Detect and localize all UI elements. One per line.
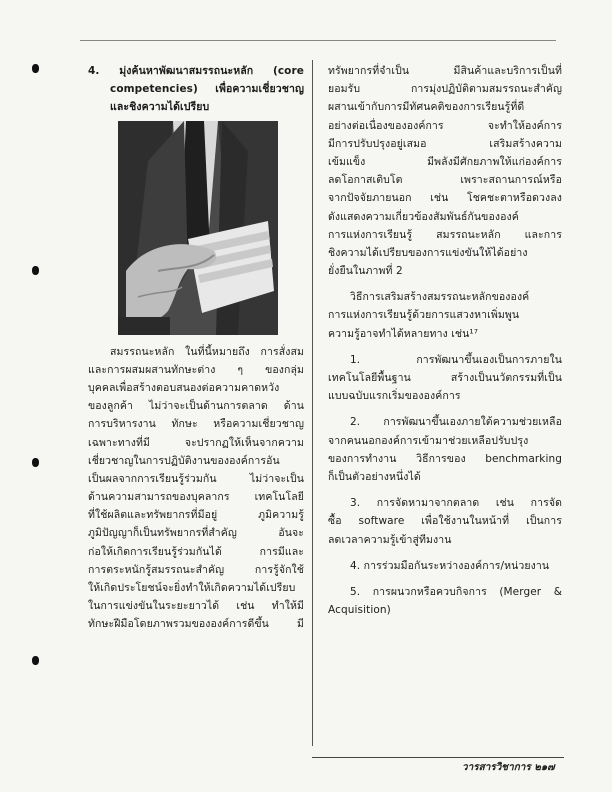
business-hand-photo (118, 121, 278, 335)
list-item-line: ก็เป็นตัวอย่างหนึ่งได้ (328, 470, 421, 483)
paragraph-line: มีการปรับปรุงอยู่เสมอ เสริมสร้างความ (328, 137, 562, 150)
column-divider (312, 60, 313, 746)
body-paragraph (328, 288, 562, 343)
punch-hole-mark (32, 458, 39, 467)
paragraph-line: ความรู้อาจทำได้หลายทาง เช่น¹⁷ (328, 327, 479, 340)
paragraph-line: การแห่งการเรียนรู้ด้วยการแสวงหาเพิ่มพูน (328, 309, 520, 322)
list-item (328, 583, 562, 619)
footer-rule (312, 757, 564, 758)
paragraph-line: ยอมรับ การมุ่งปฏิบัติตามสมรรถนะสำคัญ (328, 83, 562, 96)
paragraph-line: ทรัพยากรที่จำเป็น มีสินค้าและบริการเป็นที่ (328, 65, 562, 77)
paragraph-line: บุคคลเพื่อสร้างตอบสนองต่อความคาดหวัง (88, 381, 280, 394)
top-rule (80, 40, 556, 41)
list-item-line: 3. การจัดหามาจากตลาด เช่น การจัด (350, 497, 562, 510)
list-item (328, 494, 562, 549)
list-item-line: ของการทำงาน วิธีการของ benchmarking (328, 452, 562, 465)
list-item-line: ซื้อ software เพื่อใช้งานในหน้าที่ เป็นการ (328, 515, 562, 528)
paragraph-line: เข้มแข็ง มีพลังมีศักยภาพให้แก่องค์การ (328, 155, 562, 168)
paragraph-line: ลดโอกาสเติบโต เพราะสถานการณ์หรือ (328, 174, 562, 187)
footer-journal-page: วารสารวิชาการ ๒๑๗ (462, 762, 555, 773)
paragraph-line: ยั่งยืนในภาพที่ 2 (328, 265, 403, 278)
body-paragraph (88, 343, 304, 634)
paragraph-line: ที่ใช้ผลิตและทรัพยากรที่มีอยู่ ภูมิความรู้ (88, 509, 304, 522)
body-paragraph (328, 62, 562, 280)
paragraph-line: ให้เกิดประโยชน์จะยิ่งทำให้เกิดความได้เปรียบ (88, 582, 296, 594)
list-item-line: 5. การผนวกหรือควบกิจการ (Merger & (350, 585, 562, 598)
list-item-line: Acquisition) (328, 604, 391, 617)
paragraph-line: ดังแสดงความเกี่ยวข้องสัมพันธ์กันขององค์ (328, 210, 519, 223)
paragraph-line: ทักษะฝีมือโดยภาพรวมขององค์การดีขึ้น มี (88, 618, 304, 631)
paragraph-line: การตระหนักรู้สมรรถนะสำคัญ การรู้จักใช้ (88, 563, 304, 576)
list-item-line: จากคนนอกองค์การเข้ามาช่วยเหลือปรับปรุง (328, 434, 529, 447)
paragraph-line: ก่อให้เกิดการเรียนรู้ร่วมกันได้ การมีและ (88, 545, 304, 558)
left-column (88, 62, 304, 634)
heading-line: และชิงความได้เปรียบ (110, 101, 210, 114)
paragraph-line: สมรรถนะหลัก ในที่นี้หมายถึง การสั่งสม (110, 345, 304, 358)
paragraph-line: ของลูกค้า ไม่ว่าจะเป็นด้านการตลาด ด้าน (88, 400, 304, 413)
paragraph-line: จากปัจจัยภายนอก เช่น โชคชะตาหรือดวงลง (328, 192, 562, 205)
list-item-line: เทคโนโลยีพื้นฐาน สร้างเป็นนวัตกรรมที่เป็น (328, 372, 562, 384)
heading-line: competencies) เพื่อความเชี่ยวชาญ (110, 83, 304, 96)
paragraph-line: อย่างต่อเนื่องขององค์การ จะทำให้องค์การ (328, 119, 562, 132)
paragraph-line: และการผสมผสานทักษะต่าง ๆ ของกลุ่ม (88, 363, 304, 376)
paragraph-line: ด้านความสามารถของบุคลากร เทคโนโลยี (88, 491, 304, 504)
list-item (328, 557, 562, 575)
paragraph-line: ผสานเข้ากับการมีทัศนคติของการเรียนรู้ที่ดี (328, 101, 525, 114)
paragraph-line: เป็นผลจากการเรียนรู้ร่วมกัน ไม่ว่าจะเป็น (88, 472, 304, 485)
list-item (328, 351, 562, 406)
paragraph-line: การบริหารงาน ทักษะ หรือความเชี่ยวชาญ (88, 418, 304, 431)
heading-line: 4. มุ่งค้นหาพัฒนาสมรรถนะหลัก (core (88, 65, 304, 77)
list-item-line: 1. การพัฒนาขึ้นเองเป็นการภายใน (350, 353, 562, 366)
paragraph-line: ภูมิปัญญาก็เป็นทรัพยากรที่สำคัญ อันจะ (88, 527, 304, 540)
section-heading (88, 62, 304, 117)
paragraph-line: วิธีการเสริมสร้างสมรรถนะหลักขององค์ (350, 291, 530, 304)
paragraph-line: การแห่งการเรียนรู้ สมรรถนะหลัก และการ (328, 228, 562, 241)
list-item (328, 413, 562, 486)
punch-hole-mark (32, 266, 39, 275)
paragraph-line: เชี่ยวชาญในการปฏิบัติงานขององค์การอัน (88, 454, 280, 467)
punch-hole-mark (32, 656, 39, 665)
right-column (328, 62, 562, 619)
paragraph-line: เฉพาะทางที่มี จะปรากฏให้เห็นจากความ (88, 436, 304, 449)
paragraph-line: ชิงความได้เปรียบของการแข่งขันให้ได้อย่าง (328, 246, 528, 259)
list-item-line: 4. การร่วมมือกันระหว่างองค์การ/หน่วยงาน (350, 559, 550, 572)
paragraph-line: ในการแข่งขันในระยะยาวได้ เช่น ทำให้มี (88, 600, 304, 613)
list-item-line: ลดเวลาความรู้เข้าสู่ทีมงาน (328, 533, 452, 546)
list-item-line: แบบฉบับแรกเริ่มขององค์การ (328, 390, 461, 403)
list-item-line: 2. การพัฒนาขึ้นเองภายใต้ความช่วยเหลือ (350, 416, 562, 429)
punch-hole-mark (32, 64, 39, 73)
